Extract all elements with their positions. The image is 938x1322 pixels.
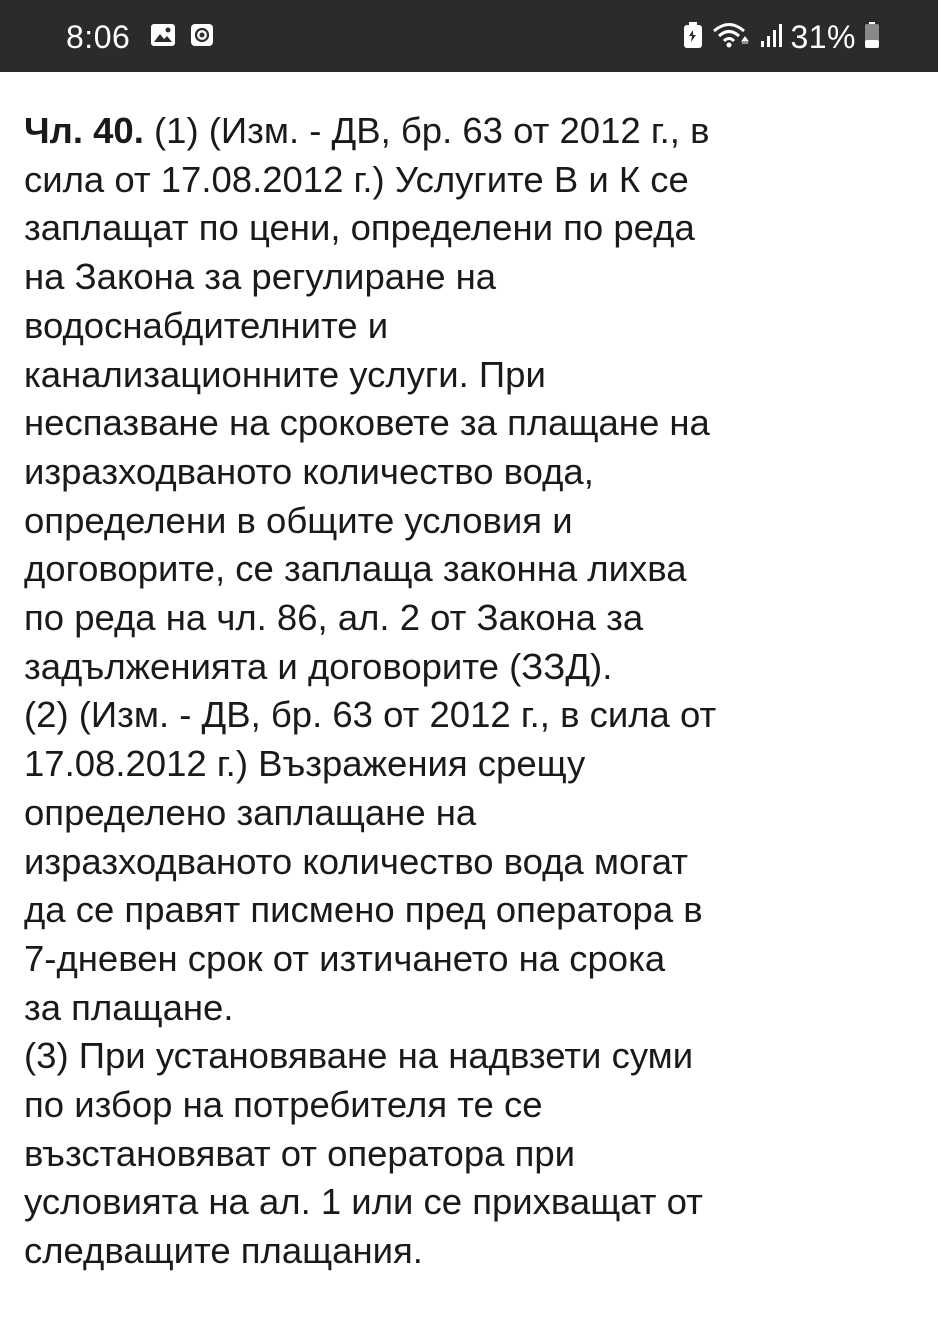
text-line: изразходваното количество вода могат [24,840,688,882]
text-line: договорите, се заплаща законна лихва [24,548,687,590]
paragraph-3 [24,1032,824,1276]
text-line: (2) (Изм. - ДВ, бр. 63 от 2012 г., в сила от [24,694,717,736]
signal-icon [760,21,782,54]
paragraph-1 [24,107,824,691]
gallery-icon [150,23,176,52]
status-bar [0,0,938,72]
text-line: да се правят писмено пред оператора в [24,889,703,931]
text-line: определени в общите условия и [24,499,573,541]
text-line: 7-дневен срок от изтичането на срока [24,937,666,979]
text-line: възстановяват от оператора при [24,1132,576,1174]
battery-icon [864,21,880,54]
text-line: (3) При установяване на надвзети суми [24,1035,694,1077]
text-line-rest: (1) (Изм. - ДВ, бр. 63 от 2012 г., в [143,110,710,151]
text-line: по реда на чл. 86, ал. 2 от Закона за [24,597,644,639]
text-line: изразходваното количество вода, [24,450,594,492]
status-left-icons [150,23,214,52]
wifi-icon [712,21,752,54]
battery-percent: 31% [790,19,856,55]
text-line: задълженията и договорите (ЗЗД). [24,645,613,687]
text-line [24,107,824,156]
text-line: водоснабдителните и [24,304,389,346]
battery-saver-icon [682,21,704,54]
paragraph-2 [24,691,824,1032]
text-line: сила от 17.08.2012 г.) Услугите В и К се [24,158,689,200]
text-line: условията на ал. 1 или се прихващат от [24,1181,703,1223]
text-line: определено заплащане на [24,791,477,833]
text-line: заплащат по цени, определени по реда [24,207,695,249]
status-time: 8:06 [66,19,131,55]
text-line: канализационните услуги. При [24,353,546,395]
text-line: по избор на потребителя те се [24,1084,543,1126]
text-line: на Закона за регулиране на [24,256,497,298]
article-text [24,107,824,1276]
screen-record-icon [190,23,214,52]
status-right [682,19,880,55]
article-label: Чл. 40. [24,110,144,151]
text-line: неспазване на сроковете за плащане на [24,402,710,444]
text-line: следващите плащания. [24,1230,423,1272]
text-line: 17.08.2012 г.) Възражения срещу [24,743,586,785]
text-line: за плащане. [24,986,234,1028]
